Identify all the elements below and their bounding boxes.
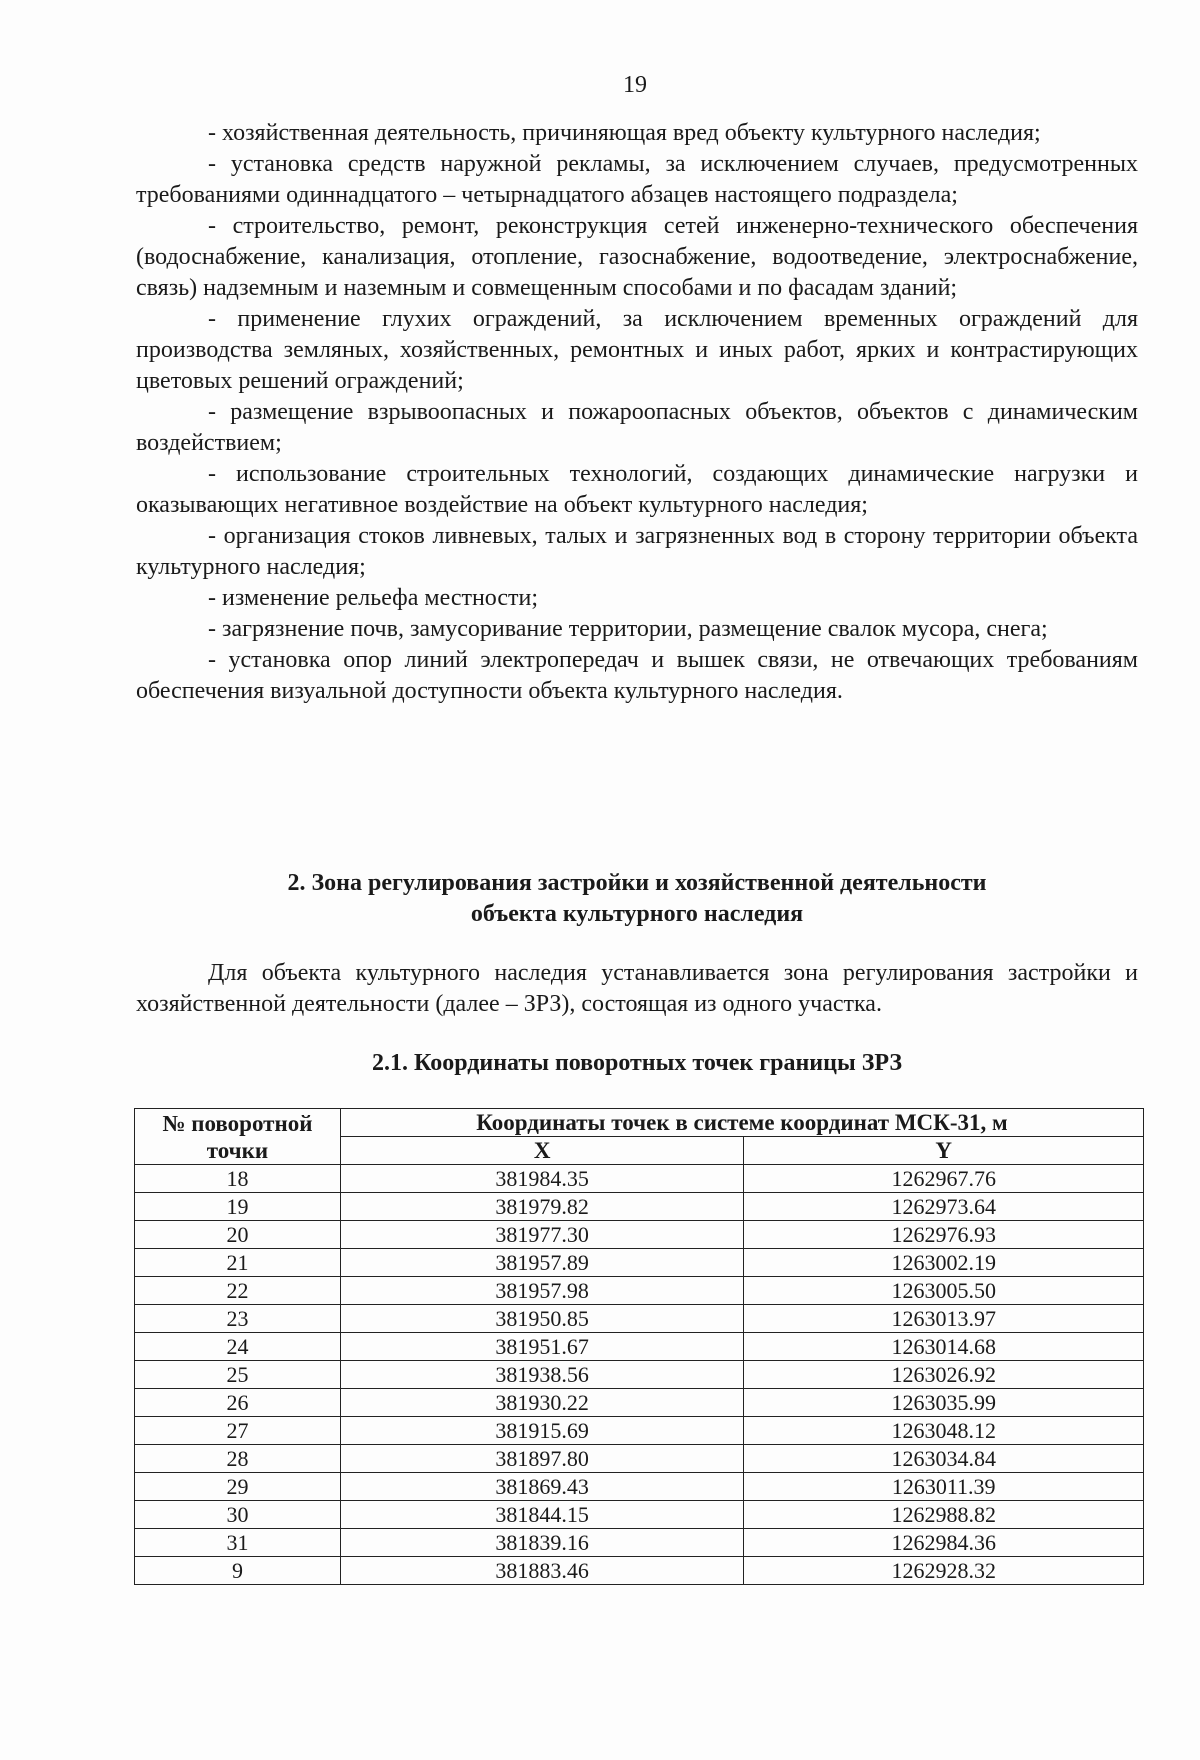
section-heading — [136, 868, 1138, 930]
point-number-cell: 26 — [135, 1389, 341, 1417]
y-coordinate-cell: 1263005.50 — [744, 1277, 1144, 1305]
point-number-cell: 28 — [135, 1445, 341, 1473]
y-coordinate-cell: 1263013.97 — [744, 1305, 1144, 1333]
x-coordinate-cell: 381984.35 — [340, 1165, 744, 1193]
x-coordinate-cell: 381897.80 — [340, 1445, 744, 1473]
x-coordinate-cell: 381951.67 — [340, 1333, 744, 1361]
table-row — [135, 1445, 1144, 1473]
x-coordinate-cell: 381979.82 — [340, 1193, 744, 1221]
intro-paragraph: Для объекта культурного наследия устанавливается зона регулирования застройки и хозяйственной деятельности (далее – ЗРЗ), состоящая из одного участка. — [136, 960, 1138, 1017]
y-coordinate-cell: 1262967.76 — [744, 1165, 1144, 1193]
x-coordinate-cell: 381977.30 — [340, 1221, 744, 1249]
list-item: - хозяйственная деятельность, причиняющая вред объекту культурного наследия; — [208, 120, 1041, 146]
coordinates-header: Координаты точек в системе координат МСК-31, м — [340, 1109, 1143, 1137]
point-number-header-line2: точки — [206, 1137, 269, 1163]
coordinates-table-body — [135, 1165, 1144, 1585]
y-coordinate-cell: 1262928.32 — [744, 1557, 1144, 1585]
table-row — [135, 1501, 1144, 1529]
table-row — [135, 1417, 1144, 1445]
list-item: - изменение рельефа местности; — [208, 585, 539, 611]
point-number-cell: 22 — [135, 1277, 341, 1305]
list-item: - установка опор линий электропередач и вышек связи, не отвечающих требованиям обеспечения визуальной доступности объекта культурного наследия. — [136, 647, 1138, 704]
section-heading-line2: объекта культурного наследия — [470, 901, 804, 927]
y-coordinate-cell: 1262973.64 — [744, 1193, 1144, 1221]
point-number-cell: 29 — [135, 1473, 341, 1501]
y-coordinate-cell: 1263002.19 — [744, 1249, 1144, 1277]
table-row — [135, 1277, 1144, 1305]
y-header: Y — [744, 1137, 1144, 1165]
x-coordinate-cell: 381915.69 — [340, 1417, 744, 1445]
x-coordinate-cell: 381957.98 — [340, 1277, 744, 1305]
table-row — [135, 1529, 1144, 1557]
y-coordinate-cell: 1262976.93 — [744, 1221, 1144, 1249]
table-row — [135, 1165, 1144, 1193]
point-number-header-line1: № поворотной — [162, 1110, 313, 1136]
table-row — [135, 1221, 1144, 1249]
subsection-heading: 2.1. Координаты поворотных точек границы ЗРЗ — [372, 1050, 902, 1076]
list-item: - организация стоков ливневых, талых и загрязненных вод в сторону территории объекта культурного наследия; — [136, 523, 1138, 580]
section-heading-line1: 2. Зона регулирования застройки и хозяйственной деятельности — [287, 870, 987, 896]
y-coordinate-cell: 1263048.12 — [744, 1417, 1144, 1445]
x-coordinate-cell: 381950.85 — [340, 1305, 744, 1333]
table-row — [135, 1193, 1144, 1221]
table-row — [135, 1473, 1144, 1501]
list-item: - загрязнение почв, замусоривание территории, размещение свалок мусора, снега; — [208, 616, 1048, 642]
x-coordinate-cell: 381930.22 — [340, 1389, 744, 1417]
point-number-cell: 24 — [135, 1333, 341, 1361]
list-item: - размещение взрывоопасных и пожароопасных объектов, объектов с динамическим воздействием; — [136, 399, 1138, 456]
table-row — [135, 1249, 1144, 1277]
y-coordinate-cell: 1263014.68 — [744, 1333, 1144, 1361]
y-coordinate-cell: 1263034.84 — [744, 1445, 1144, 1473]
point-number-cell: 20 — [135, 1221, 341, 1249]
x-coordinate-cell: 381957.89 — [340, 1249, 744, 1277]
list-item: - применение глухих ограждений, за исключением временных ограждений для производства земляных, хозяйственных, ремонтных и иных работ, ярких и контрастирующих цветовых решений ограждений; — [136, 306, 1138, 394]
table-row — [135, 1305, 1144, 1333]
list-item: - установка средств наружной рекламы, за исключением случаев, предусмотренных требованиями одиннадцатого – четырнадцатого абзацев настоящего подраздела; — [136, 151, 1138, 208]
x-coordinate-cell: 381938.56 — [340, 1361, 744, 1389]
point-number-cell: 23 — [135, 1305, 341, 1333]
y-coordinate-cell: 1262984.36 — [744, 1529, 1144, 1557]
list-item: - использование строительных технологий, создающих динамические нагрузки и оказывающих негативное воздействие на объект культурного наследия; — [136, 461, 1138, 518]
page-number: 19 — [623, 72, 647, 98]
point-number-cell: 21 — [135, 1249, 341, 1277]
x-coordinate-cell: 381869.43 — [340, 1473, 744, 1501]
point-number-header — [135, 1109, 341, 1165]
y-coordinate-cell: 1262988.82 — [744, 1501, 1144, 1529]
table-row — [135, 1389, 1144, 1417]
x-header: X — [340, 1137, 744, 1165]
point-number-cell: 9 — [135, 1557, 341, 1585]
list-item: - строительство, ремонт, реконструкция сетей инженерно-технического обеспечения (водоснабжение, канализация, отопление, газоснабжение, водоотведение, электроснабжение, связь) надземным и наземным и совмещенным способами и по фасадам зданий; — [136, 213, 1138, 301]
point-number-cell: 19 — [135, 1193, 341, 1221]
x-coordinate-cell: 381844.15 — [340, 1501, 744, 1529]
coordinates-table — [134, 1108, 1144, 1585]
x-coordinate-cell: 381883.46 — [340, 1557, 744, 1585]
point-number-cell: 31 — [135, 1529, 341, 1557]
point-number-cell: 30 — [135, 1501, 341, 1529]
point-number-cell: 18 — [135, 1165, 341, 1193]
point-number-cell: 25 — [135, 1361, 341, 1389]
table-row — [135, 1361, 1144, 1389]
y-coordinate-cell: 1263026.92 — [744, 1361, 1144, 1389]
point-number-cell: 27 — [135, 1417, 341, 1445]
y-coordinate-cell: 1263035.99 — [744, 1389, 1144, 1417]
table-row — [135, 1557, 1144, 1585]
x-coordinate-cell: 381839.16 — [340, 1529, 744, 1557]
restrictions-list — [136, 118, 1138, 707]
table-row — [135, 1333, 1144, 1361]
y-coordinate-cell: 1263011.39 — [744, 1473, 1144, 1501]
